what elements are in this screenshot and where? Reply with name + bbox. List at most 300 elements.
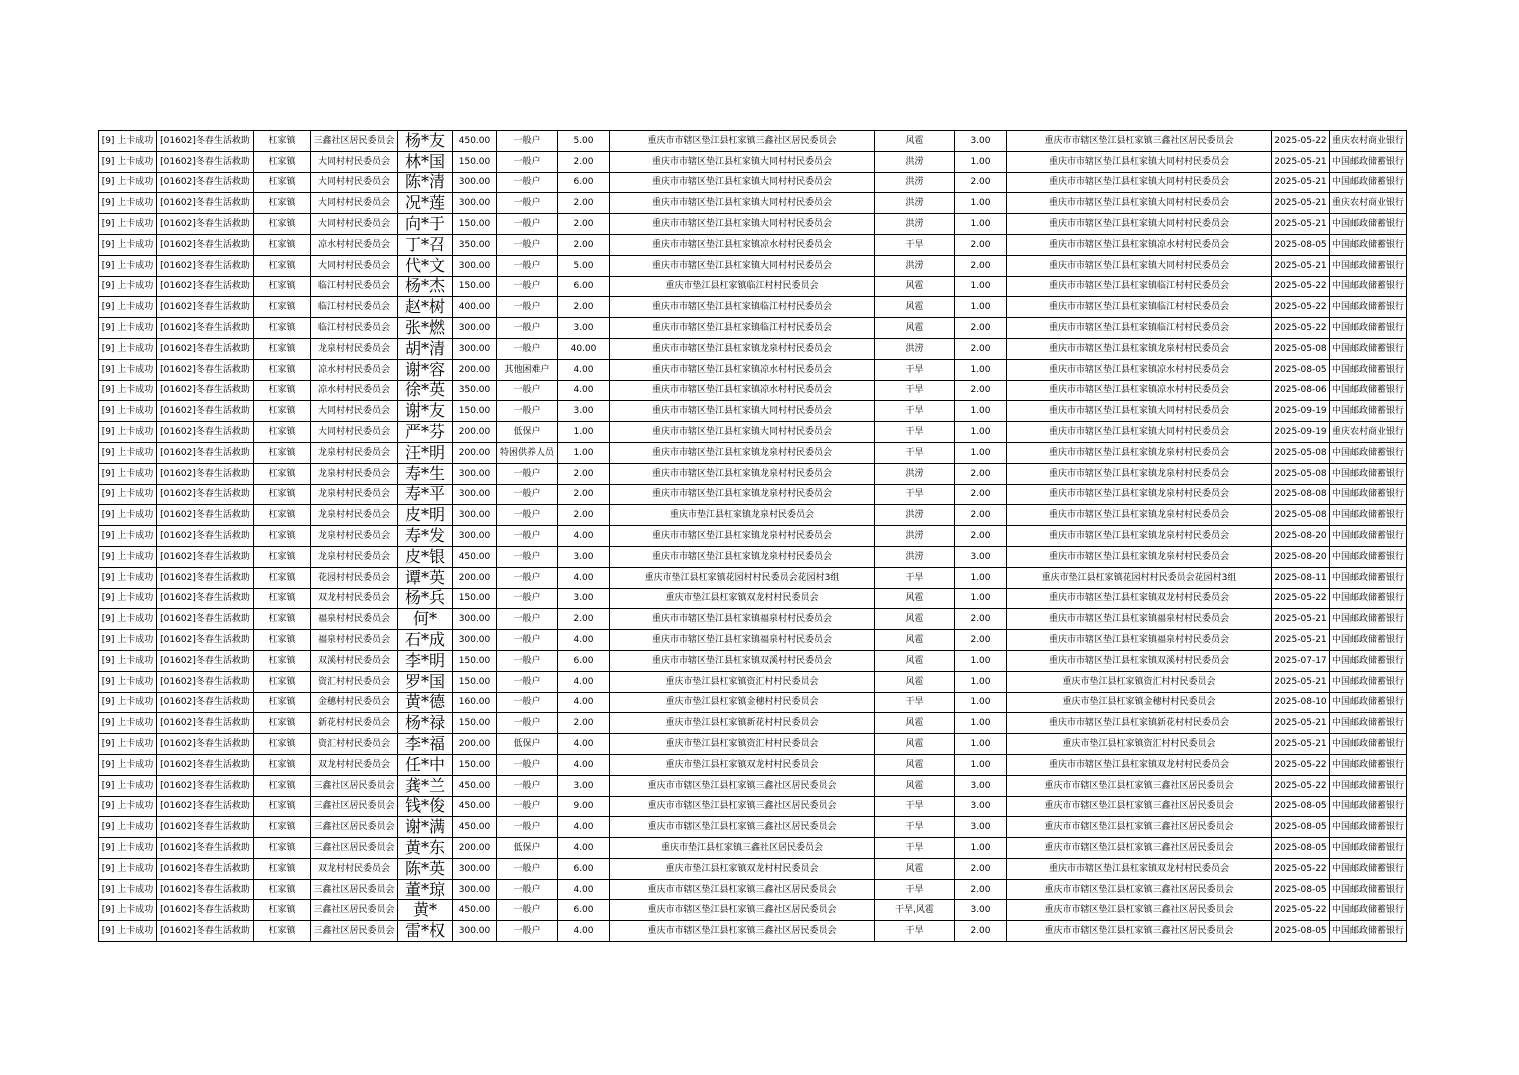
- household-type-cell: 其他困难户: [497, 359, 558, 380]
- date-cell: 2025-08-11: [1272, 567, 1330, 588]
- amount-cell: 300.00: [453, 879, 497, 900]
- town-cell: 杠家镇: [254, 858, 311, 879]
- address-cell: 重庆市市辖区垫江县杠家镇龙泉村村民委员会: [610, 442, 875, 463]
- town-cell: 杠家镇: [254, 276, 311, 297]
- household-type-cell: 一般户: [497, 505, 558, 526]
- table-row: [99, 276, 1407, 297]
- amount-cell: 450.00: [453, 775, 497, 796]
- payout-address-cell: 重庆市市辖区垫江县杠家镇三鑫社区居民委员会: [1007, 879, 1272, 900]
- loss-cell: 2.00: [955, 609, 1007, 630]
- bank-cell: 中国邮政储蓄银行: [1330, 671, 1407, 692]
- town-cell: 杠家镇: [254, 713, 311, 734]
- name-cell: 寿*平: [398, 484, 453, 505]
- committee-cell: 大同村村民委员会: [311, 422, 398, 443]
- loss-cell: 3.00: [955, 775, 1007, 796]
- date-cell: 2025-05-21: [1272, 713, 1330, 734]
- committee-cell: 三鑫社区居民委员会: [311, 921, 398, 942]
- loss-cell: 1.00: [955, 401, 1007, 422]
- table-row: [99, 546, 1407, 567]
- count-cell: 3.00: [558, 588, 610, 609]
- household-type-cell: 一般户: [497, 255, 558, 276]
- disaster-type-cell: 洪涝: [875, 526, 955, 547]
- status-cell: [9] 上卡成功: [99, 921, 157, 942]
- loss-cell: 1.00: [955, 276, 1007, 297]
- name-cell: 杨*兵: [398, 588, 453, 609]
- table-row: [99, 879, 1407, 900]
- disaster-type-cell: 洪涝: [875, 338, 955, 359]
- address-cell: 重庆市市辖区垫江县杠家镇三鑫社区居民委员会: [610, 775, 875, 796]
- loss-cell: 2.00: [955, 858, 1007, 879]
- loss-cell: 1.00: [955, 734, 1007, 755]
- town-cell: 杠家镇: [254, 796, 311, 817]
- date-cell: 2025-05-22: [1272, 900, 1330, 921]
- household-type-cell: 一般户: [497, 463, 558, 484]
- payout-address-cell: 重庆市市辖区垫江县杠家镇新花村村民委员会: [1007, 713, 1272, 734]
- town-cell: 杠家镇: [254, 754, 311, 775]
- date-cell: 2025-05-21: [1272, 193, 1330, 214]
- loss-cell: 3.00: [955, 546, 1007, 567]
- name-cell: 胡*清: [398, 338, 453, 359]
- address-cell: 重庆市垫江县杠家镇资汇村村民委员会: [610, 671, 875, 692]
- committee-cell: 龙泉村村民委员会: [311, 546, 398, 567]
- name-cell: 李*明: [398, 650, 453, 671]
- date-cell: 2025-05-21: [1272, 609, 1330, 630]
- payout-address-cell: 重庆市市辖区垫江县杠家镇双龙村村民委员会: [1007, 858, 1272, 879]
- town-cell: 杠家镇: [254, 838, 311, 859]
- name-cell: 况*莲: [398, 193, 453, 214]
- project-cell: [01602]冬春生活救助: [157, 838, 254, 859]
- status-cell: [9] 上卡成功: [99, 505, 157, 526]
- count-cell: 2.00: [558, 297, 610, 318]
- address-cell: 重庆市市辖区垫江县杠家镇龙泉村村民委员会: [610, 338, 875, 359]
- address-cell: 重庆市垫江县杠家镇临江村村民委员会: [610, 276, 875, 297]
- table-row: [99, 422, 1407, 443]
- count-cell: 4.00: [558, 630, 610, 651]
- payout-address-cell: 重庆市市辖区垫江县杠家镇临江村村民委员会: [1007, 297, 1272, 318]
- table-row: [99, 838, 1407, 859]
- town-cell: 杠家镇: [254, 526, 311, 547]
- count-cell: 4.00: [558, 359, 610, 380]
- committee-cell: 金穗村村民委员会: [311, 692, 398, 713]
- table-row: [99, 318, 1407, 339]
- amount-cell: 150.00: [453, 401, 497, 422]
- count-cell: 2.00: [558, 214, 610, 235]
- amount-cell: 300.00: [453, 484, 497, 505]
- household-type-cell: 一般户: [497, 754, 558, 775]
- household-type-cell: 一般户: [497, 858, 558, 879]
- disaster-type-cell: 风雹: [875, 734, 955, 755]
- status-cell: [9] 上卡成功: [99, 463, 157, 484]
- committee-cell: 龙泉村村民委员会: [311, 442, 398, 463]
- address-cell: 重庆市垫江县杠家镇三鑫社区居民委员会: [610, 838, 875, 859]
- name-cell: 任*中: [398, 754, 453, 775]
- status-cell: [9] 上卡成功: [99, 879, 157, 900]
- disaster-type-cell: 干旱: [875, 442, 955, 463]
- disaster-type-cell: 风雹: [875, 131, 955, 152]
- count-cell: 6.00: [558, 650, 610, 671]
- committee-cell: 临江村村民委员会: [311, 297, 398, 318]
- bank-cell: 中国邮政储蓄银行: [1330, 838, 1407, 859]
- name-cell: 赵*树: [398, 297, 453, 318]
- date-cell: 2025-08-05: [1272, 879, 1330, 900]
- payout-address-cell: 重庆市垫江县杠家镇花园村村民委员会花园村3组: [1007, 567, 1272, 588]
- date-cell: 2025-08-20: [1272, 546, 1330, 567]
- status-cell: [9] 上卡成功: [99, 567, 157, 588]
- address-cell: 重庆市垫江县杠家镇花园村村民委员会花园村3组: [610, 567, 875, 588]
- disaster-type-cell: 风雹: [875, 609, 955, 630]
- payout-address-cell: 重庆市市辖区垫江县杠家镇三鑫社区居民委员会: [1007, 775, 1272, 796]
- bank-cell: 中国邮政储蓄银行: [1330, 234, 1407, 255]
- household-type-cell: 一般户: [497, 484, 558, 505]
- date-cell: 2025-05-22: [1272, 131, 1330, 152]
- address-cell: 重庆市市辖区垫江县杠家镇三鑫社区居民委员会: [610, 817, 875, 838]
- town-cell: 杠家镇: [254, 151, 311, 172]
- loss-cell: 1.00: [955, 442, 1007, 463]
- status-cell: [9] 上卡成功: [99, 359, 157, 380]
- count-cell: 2.00: [558, 484, 610, 505]
- status-cell: [9] 上卡成功: [99, 713, 157, 734]
- disaster-type-cell: 干旱: [875, 879, 955, 900]
- bank-cell: 中国邮政储蓄银行: [1330, 526, 1407, 547]
- amount-cell: 200.00: [453, 442, 497, 463]
- status-cell: [9] 上卡成功: [99, 838, 157, 859]
- disaster-type-cell: 干旱: [875, 796, 955, 817]
- project-cell: [01602]冬春生活救助: [157, 255, 254, 276]
- date-cell: 2025-05-21: [1272, 151, 1330, 172]
- payout-address-cell: 重庆市市辖区垫江县杠家镇大同村村民委员会: [1007, 214, 1272, 235]
- amount-cell: 350.00: [453, 234, 497, 255]
- loss-cell: 2.00: [955, 879, 1007, 900]
- name-cell: 丁*召: [398, 234, 453, 255]
- disaster-type-cell: 洪涝: [875, 255, 955, 276]
- amount-cell: 300.00: [453, 172, 497, 193]
- disaster-type-cell: 洪涝: [875, 214, 955, 235]
- committee-cell: 三鑫社区居民委员会: [311, 775, 398, 796]
- date-cell: 2025-08-20: [1272, 526, 1330, 547]
- loss-cell: 1.00: [955, 567, 1007, 588]
- disaster-type-cell: 风雹: [875, 276, 955, 297]
- name-cell: 汪*明: [398, 442, 453, 463]
- address-cell: 重庆市市辖区垫江县杠家镇三鑫社区居民委员会: [610, 796, 875, 817]
- count-cell: 6.00: [558, 276, 610, 297]
- address-cell: 重庆市市辖区垫江县杠家镇临江村村民委员会: [610, 318, 875, 339]
- name-cell: 杨*禄: [398, 713, 453, 734]
- town-cell: 杠家镇: [254, 255, 311, 276]
- table-row: [99, 234, 1407, 255]
- town-cell: 杠家镇: [254, 442, 311, 463]
- name-cell: 谢*满: [398, 817, 453, 838]
- town-cell: 杠家镇: [254, 567, 311, 588]
- disaster-type-cell: 风雹: [875, 754, 955, 775]
- table-row: [99, 463, 1407, 484]
- count-cell: 3.00: [558, 546, 610, 567]
- name-cell: 黄*: [398, 900, 453, 921]
- name-cell: 谢*容: [398, 359, 453, 380]
- payout-address-cell: 重庆市市辖区垫江县杠家镇临江村村民委员会: [1007, 276, 1272, 297]
- project-cell: [01602]冬春生活救助: [157, 546, 254, 567]
- name-cell: 张*燃: [398, 318, 453, 339]
- disaster-type-cell: 干旱: [875, 817, 955, 838]
- loss-cell: 3.00: [955, 796, 1007, 817]
- town-cell: 杠家镇: [254, 650, 311, 671]
- household-type-cell: 低保户: [497, 422, 558, 443]
- loss-cell: 1.00: [955, 692, 1007, 713]
- status-cell: [9] 上卡成功: [99, 650, 157, 671]
- household-type-cell: 一般户: [497, 775, 558, 796]
- count-cell: 4.00: [558, 692, 610, 713]
- committee-cell: 双龙村村民委员会: [311, 588, 398, 609]
- disaster-type-cell: 洪涝: [875, 546, 955, 567]
- town-cell: 杠家镇: [254, 484, 311, 505]
- project-cell: [01602]冬春生活救助: [157, 297, 254, 318]
- payout-address-cell: 重庆市市辖区垫江县杠家镇双龙村村民委员会: [1007, 588, 1272, 609]
- amount-cell: 150.00: [453, 754, 497, 775]
- project-cell: [01602]冬春生活救助: [157, 359, 254, 380]
- committee-cell: 花园村村民委员会: [311, 567, 398, 588]
- committee-cell: 资汇村村民委员会: [311, 671, 398, 692]
- date-cell: 2025-08-06: [1272, 380, 1330, 401]
- address-cell: 重庆市垫江县杠家镇双龙村村民委员会: [610, 858, 875, 879]
- town-cell: 杠家镇: [254, 214, 311, 235]
- town-cell: 杠家镇: [254, 422, 311, 443]
- name-cell: 黄*德: [398, 692, 453, 713]
- amount-cell: 450.00: [453, 546, 497, 567]
- bank-cell: 中国邮政储蓄银行: [1330, 276, 1407, 297]
- table-row: [99, 567, 1407, 588]
- project-cell: [01602]冬春生活救助: [157, 567, 254, 588]
- loss-cell: 1.00: [955, 422, 1007, 443]
- name-cell: 向*于: [398, 214, 453, 235]
- payout-address-cell: 重庆市垫江县杠家镇资汇村村民委员会: [1007, 671, 1272, 692]
- count-cell: 5.00: [558, 131, 610, 152]
- committee-cell: 大同村村民委员会: [311, 214, 398, 235]
- table-row: [99, 692, 1407, 713]
- project-cell: [01602]冬春生活救助: [157, 276, 254, 297]
- payout-address-cell: 重庆市市辖区垫江县杠家镇凉水村村民委员会: [1007, 359, 1272, 380]
- status-cell: [9] 上卡成功: [99, 151, 157, 172]
- status-cell: [9] 上卡成功: [99, 484, 157, 505]
- amount-cell: 200.00: [453, 567, 497, 588]
- disaster-type-cell: 风雹: [875, 650, 955, 671]
- disaster-type-cell: 干旱: [875, 567, 955, 588]
- town-cell: 杠家镇: [254, 734, 311, 755]
- status-cell: [9] 上卡成功: [99, 671, 157, 692]
- committee-cell: 凉水村村民委员会: [311, 380, 398, 401]
- disaster-type-cell: 风雹: [875, 671, 955, 692]
- town-cell: 杠家镇: [254, 193, 311, 214]
- address-cell: 重庆市市辖区垫江县杠家镇大同村村民委员会: [610, 422, 875, 443]
- town-cell: 杠家镇: [254, 463, 311, 484]
- name-cell: 钱*俊: [398, 796, 453, 817]
- household-type-cell: 一般户: [497, 692, 558, 713]
- payout-address-cell: 重庆市垫江县杠家镇金穗村村民委员会: [1007, 692, 1272, 713]
- amount-cell: 450.00: [453, 796, 497, 817]
- loss-cell: 2.00: [955, 380, 1007, 401]
- project-cell: [01602]冬春生活救助: [157, 131, 254, 152]
- payout-address-cell: 重庆市市辖区垫江县杠家镇龙泉村村民委员会: [1007, 338, 1272, 359]
- amount-cell: 450.00: [453, 900, 497, 921]
- address-cell: 重庆市市辖区垫江县杠家镇凉水村村民委员会: [610, 380, 875, 401]
- project-cell: [01602]冬春生活救助: [157, 172, 254, 193]
- bank-cell: 中国邮政储蓄银行: [1330, 775, 1407, 796]
- bank-cell: 中国邮政储蓄银行: [1330, 713, 1407, 734]
- household-type-cell: 一般户: [497, 713, 558, 734]
- committee-cell: 大同村村民委员会: [311, 255, 398, 276]
- bank-cell: 中国邮政储蓄银行: [1330, 796, 1407, 817]
- committee-cell: 新花村村民委员会: [311, 713, 398, 734]
- date-cell: 2025-05-22: [1272, 775, 1330, 796]
- disaster-type-cell: 洪涝: [875, 151, 955, 172]
- payout-address-cell: 重庆市市辖区垫江县杠家镇大同村村民委员会: [1007, 255, 1272, 276]
- household-type-cell: 一般户: [497, 796, 558, 817]
- project-cell: [01602]冬春生活救助: [157, 318, 254, 339]
- amount-cell: 150.00: [453, 151, 497, 172]
- address-cell: 重庆市市辖区垫江县杠家镇凉水村村民委员会: [610, 359, 875, 380]
- count-cell: 4.00: [558, 734, 610, 755]
- date-cell: 2025-08-08: [1272, 484, 1330, 505]
- table-row: [99, 921, 1407, 942]
- committee-cell: 三鑫社区居民委员会: [311, 796, 398, 817]
- table-row: [99, 900, 1407, 921]
- address-cell: 重庆市市辖区垫江县杠家镇龙泉村村民委员会: [610, 526, 875, 547]
- bank-cell: 中国邮政储蓄银行: [1330, 900, 1407, 921]
- address-cell: 重庆市市辖区垫江县杠家镇凉水村村民委员会: [610, 234, 875, 255]
- payout-address-cell: 重庆市市辖区垫江县杠家镇双龙村村民委员会: [1007, 754, 1272, 775]
- status-cell: [9] 上卡成功: [99, 526, 157, 547]
- project-cell: [01602]冬春生活救助: [157, 151, 254, 172]
- project-cell: [01602]冬春生活救助: [157, 692, 254, 713]
- town-cell: 杠家镇: [254, 692, 311, 713]
- address-cell: 重庆市市辖区垫江县杠家镇龙泉村村民委员会: [610, 546, 875, 567]
- disaster-type-cell: 风雹: [875, 318, 955, 339]
- address-cell: 重庆市市辖区垫江县杠家镇大同村村民委员会: [610, 151, 875, 172]
- loss-cell: 1.00: [955, 297, 1007, 318]
- date-cell: 2025-05-08: [1272, 463, 1330, 484]
- household-type-cell: 一般户: [497, 567, 558, 588]
- committee-cell: 大同村村民委员会: [311, 401, 398, 422]
- address-cell: 重庆市市辖区垫江县杠家镇大同村村民委员会: [610, 193, 875, 214]
- disaster-type-cell: 干旱: [875, 921, 955, 942]
- count-cell: 4.00: [558, 879, 610, 900]
- town-cell: 杠家镇: [254, 401, 311, 422]
- count-cell: 1.00: [558, 422, 610, 443]
- status-cell: [9] 上卡成功: [99, 817, 157, 838]
- committee-cell: 龙泉村村民委员会: [311, 505, 398, 526]
- loss-cell: 2.00: [955, 463, 1007, 484]
- date-cell: 2025-05-22: [1272, 276, 1330, 297]
- name-cell: 龚*兰: [398, 775, 453, 796]
- household-type-cell: 一般户: [497, 630, 558, 651]
- address-cell: 重庆市垫江县杠家镇资汇村村民委员会: [610, 734, 875, 755]
- committee-cell: 资汇村村民委员会: [311, 734, 398, 755]
- town-cell: 杠家镇: [254, 900, 311, 921]
- name-cell: 黄*东: [398, 838, 453, 859]
- loss-cell: 1.00: [955, 754, 1007, 775]
- payout-address-cell: 重庆市市辖区垫江县杠家镇三鑫社区居民委员会: [1007, 921, 1272, 942]
- bank-cell: 中国邮政储蓄银行: [1330, 879, 1407, 900]
- loss-cell: 1.00: [955, 713, 1007, 734]
- disaster-type-cell: 风雹: [875, 588, 955, 609]
- table-row: [99, 297, 1407, 318]
- town-cell: 杠家镇: [254, 921, 311, 942]
- loss-cell: 1.00: [955, 671, 1007, 692]
- payout-address-cell: 重庆市市辖区垫江县杠家镇三鑫社区居民委员会: [1007, 796, 1272, 817]
- project-cell: [01602]冬春生活救助: [157, 671, 254, 692]
- loss-cell: 1.00: [955, 151, 1007, 172]
- amount-cell: 200.00: [453, 838, 497, 859]
- project-cell: [01602]冬春生活救助: [157, 713, 254, 734]
- count-cell: 9.00: [558, 796, 610, 817]
- date-cell: 2025-05-08: [1272, 505, 1330, 526]
- household-type-cell: 一般户: [497, 609, 558, 630]
- project-cell: [01602]冬春生活救助: [157, 650, 254, 671]
- town-cell: 杠家镇: [254, 297, 311, 318]
- table-row: [99, 255, 1407, 276]
- payout-address-cell: 重庆市市辖区垫江县杠家镇福泉村村民委员会: [1007, 609, 1272, 630]
- disaster-type-cell: 干旱: [875, 422, 955, 443]
- amount-cell: 150.00: [453, 713, 497, 734]
- table-row: [99, 775, 1407, 796]
- bank-cell: 中国邮政储蓄银行: [1330, 754, 1407, 775]
- town-cell: 杠家镇: [254, 131, 311, 152]
- amount-cell: 300.00: [453, 338, 497, 359]
- address-cell: 重庆市市辖区垫江县杠家镇三鑫社区居民委员会: [610, 879, 875, 900]
- count-cell: 1.00: [558, 442, 610, 463]
- project-cell: [01602]冬春生活救助: [157, 921, 254, 942]
- committee-cell: 三鑫社区居民委员会: [311, 131, 398, 152]
- disaster-type-cell: 干旱: [875, 484, 955, 505]
- bank-cell: 中国邮政储蓄银行: [1330, 567, 1407, 588]
- disaster-type-cell: 洪涝: [875, 172, 955, 193]
- date-cell: 2025-08-05: [1272, 817, 1330, 838]
- status-cell: [9] 上卡成功: [99, 754, 157, 775]
- loss-cell: 1.00: [955, 193, 1007, 214]
- payout-address-cell: 重庆市市辖区垫江县杠家镇大同村村民委员会: [1007, 172, 1272, 193]
- count-cell: 4.00: [558, 671, 610, 692]
- table-row: [99, 526, 1407, 547]
- status-cell: [9] 上卡成功: [99, 234, 157, 255]
- status-cell: [9] 上卡成功: [99, 318, 157, 339]
- count-cell: 4.00: [558, 380, 610, 401]
- table-row: [99, 588, 1407, 609]
- bank-cell: 中国邮政储蓄银行: [1330, 588, 1407, 609]
- amount-cell: 200.00: [453, 734, 497, 755]
- bank-cell: 重庆农村商业银行: [1330, 193, 1407, 214]
- count-cell: 4.00: [558, 526, 610, 547]
- status-cell: [9] 上卡成功: [99, 297, 157, 318]
- table-row: [99, 650, 1407, 671]
- bank-cell: 中国邮政储蓄银行: [1330, 338, 1407, 359]
- address-cell: 重庆市市辖区垫江县杠家镇三鑫社区居民委员会: [610, 900, 875, 921]
- count-cell: 6.00: [558, 172, 610, 193]
- committee-cell: 双溪村村民委员会: [311, 650, 398, 671]
- amount-cell: 300.00: [453, 318, 497, 339]
- bank-cell: 中国邮政储蓄银行: [1330, 380, 1407, 401]
- town-cell: 杠家镇: [254, 380, 311, 401]
- committee-cell: 凉水村村民委员会: [311, 359, 398, 380]
- town-cell: 杠家镇: [254, 546, 311, 567]
- household-type-cell: 一般户: [497, 297, 558, 318]
- count-cell: 3.00: [558, 318, 610, 339]
- date-cell: 2025-07-17: [1272, 650, 1330, 671]
- household-type-cell: 一般户: [497, 401, 558, 422]
- town-cell: 杠家镇: [254, 234, 311, 255]
- loss-cell: 1.00: [955, 359, 1007, 380]
- household-type-cell: 一般户: [497, 193, 558, 214]
- status-cell: [9] 上卡成功: [99, 546, 157, 567]
- bank-cell: 中国邮政储蓄银行: [1330, 297, 1407, 318]
- loss-cell: 2.00: [955, 630, 1007, 651]
